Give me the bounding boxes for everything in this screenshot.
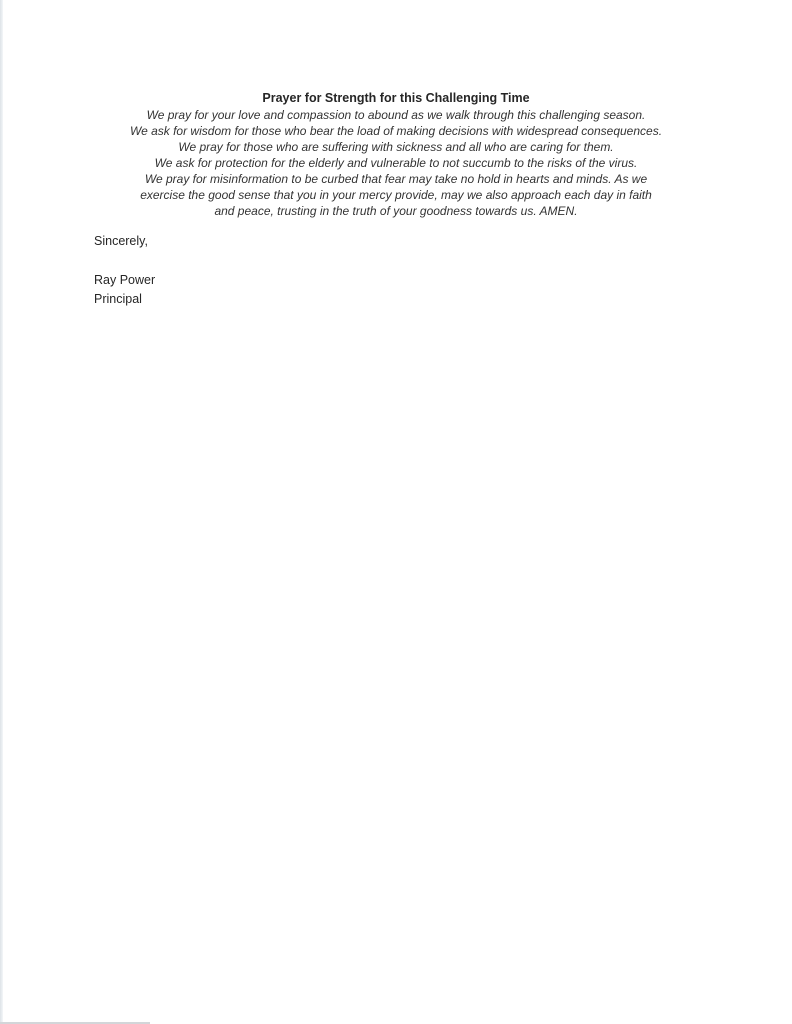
letter-closing: Sincerely, bbox=[94, 234, 148, 248]
signature-block bbox=[94, 271, 155, 309]
prayer-line: and peace, trusting in the truth of your goodness towards us. AMEN. bbox=[214, 204, 578, 218]
prayer-line: We pray for those who are suffering with sickness and all who are caring for them. bbox=[178, 140, 614, 154]
prayer-section bbox=[80, 90, 712, 219]
signer-name: Ray Power bbox=[94, 273, 156, 287]
prayer-line: exercise the good sense that you in your mercy provide, may we also approach each day in faith bbox=[140, 188, 652, 202]
prayer-title: Prayer for Strength for this Challenging Time bbox=[262, 91, 530, 105]
prayer-line: We pray for your love and compassion to abound as we walk through this challenging season. bbox=[146, 108, 646, 122]
prayer-line: We ask for wisdom for those who bear the load of making decisions with widespread consequences. bbox=[129, 124, 663, 138]
signer-title: Principal bbox=[94, 292, 142, 306]
scan-edge-left bbox=[0, 0, 3, 1024]
prayer-line: We pray for misinformation to be curbed that fear may take no hold in hearts and minds. As we bbox=[144, 172, 648, 186]
prayer-line: We ask for protection for the elderly and vulnerable to not succumb to the risks of the virus. bbox=[154, 156, 638, 170]
